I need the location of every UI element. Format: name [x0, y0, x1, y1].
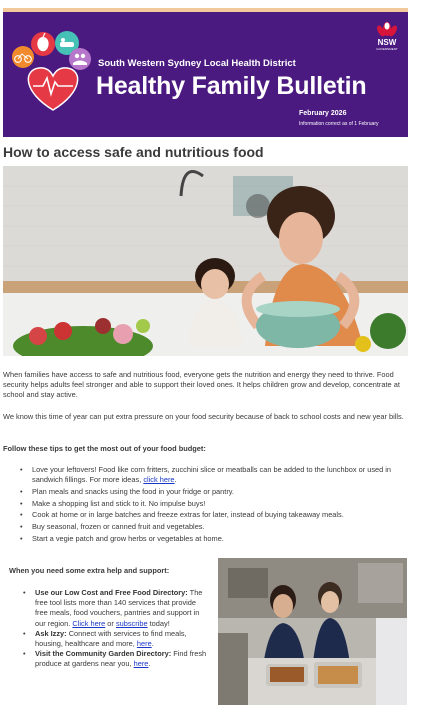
community-garden-link[interactable]: here	[133, 659, 149, 669]
ask-izzy-link[interactable]: here	[136, 639, 152, 649]
hero-photo-family-cooking	[3, 166, 408, 356]
intro-paragraph: When families have access to safe and nutritious food, everyone gets the nutrition and energy they need to thrive. Food security helps adults feel stronger and able to support their loved ones. It helps children grow and develop, concentrate at school and stay active.	[3, 370, 400, 400]
ideas-link[interactable]: click here	[143, 475, 175, 485]
nsw-logo-text: NSW	[377, 38, 397, 47]
support-item-ask-izzy: • Ask Izzy: Connect with services to find meals, housing, healthcare and more, here.	[23, 629, 208, 649]
header-banner	[3, 12, 408, 137]
nsw-logo-subtext: GOVERNMENT	[376, 47, 398, 51]
bulletin-date: February 2026	[299, 110, 347, 117]
health-icons-cluster	[3, 12, 103, 137]
support-section	[3, 558, 213, 708]
tip-buy-seasonal: • Buy seasonal, frozen or canned fruit and vegetables.	[20, 522, 405, 532]
nsw-government-logo	[372, 18, 402, 56]
people-icon	[69, 48, 91, 70]
directory-click-here-link[interactable]: Click here	[72, 618, 106, 628]
support-item-food-directory: • Use our Low Cost and Free Food Directory: The free tool lists more than 140 services that provide free meals, food vouchers, pantries and support in our region. Click here or subscribe today!	[23, 588, 208, 629]
photo-staff-serving-food	[218, 558, 407, 705]
bulletin-title: Healthy Family Bulletin	[96, 72, 367, 100]
support-heading: When you need some extra help and support:	[9, 566, 170, 575]
tip-leftovers: • Love your leftovers! Food like corn fritters, zucchini slice or meatballs can be added to the lunchbox or used in sandwich fillings. For more ideas, click here.	[20, 465, 405, 485]
waratah-icon	[372, 18, 402, 40]
tip-shopping-list: • Make a shopping list and stick to it. No impulse buys!	[20, 499, 405, 509]
support-list	[23, 588, 208, 670]
tips-list	[20, 465, 405, 545]
tips-heading: Follow these tips to get the most out of your food budget:	[3, 444, 206, 453]
tip-vegie-patch: • Start a vegie patch and grow herbs or vegetables at home.	[20, 534, 405, 544]
tip-plan-meals: • Plan meals and snacks using the food in your fridge or pantry.	[20, 487, 405, 497]
directory-subscribe-link[interactable]: subscribe	[115, 618, 148, 628]
bulletin-note: Information correct as of 1 February	[299, 121, 379, 127]
article-heading: How to access safe and nutritious food	[3, 144, 264, 160]
support-item-community-garden: • Visit the Community Garden Directory: Find fresh produce at gardens near you, here.	[23, 649, 208, 669]
pressure-paragraph: We know this time of year can put extra pressure on your food security because of back to school costs and new year bills.	[3, 412, 404, 421]
district-name: South Western Sydney Local Health District	[98, 58, 296, 69]
tip-cook-at-home: • Cook at home or in large batches and freeze extras for later, instead of buying takeaway meals.	[20, 510, 405, 520]
